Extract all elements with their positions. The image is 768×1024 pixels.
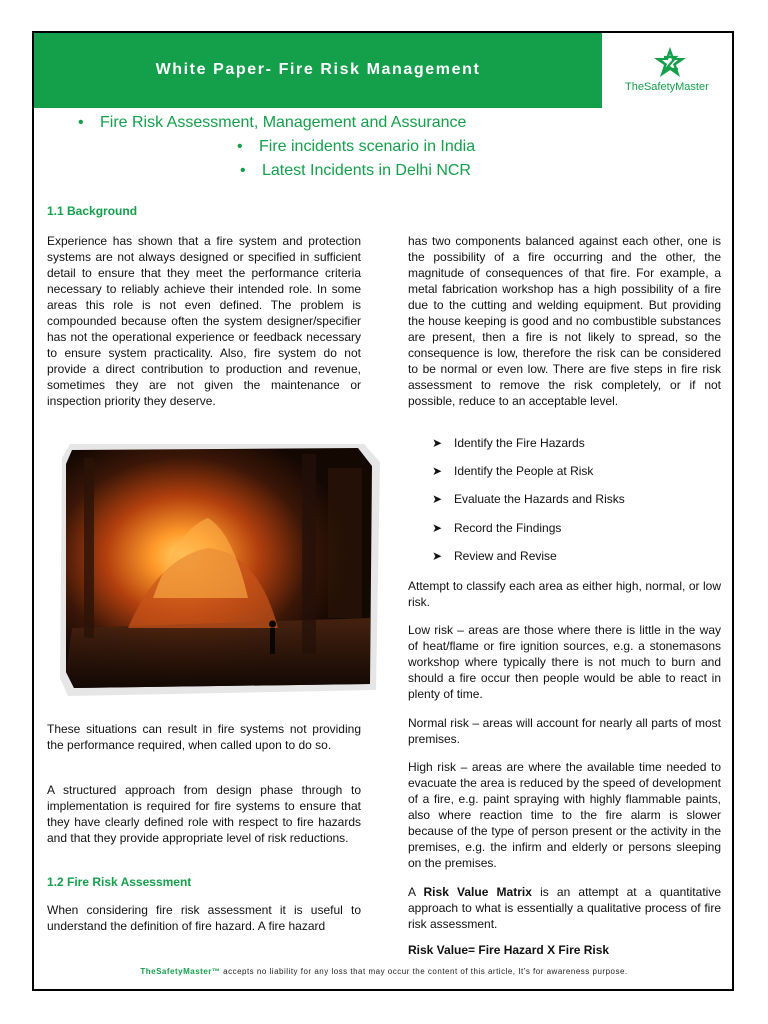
arrow-bullet-icon: ➤ bbox=[432, 492, 443, 506]
classify-paragraph: Attempt to classify each area as either high, normal, or low risk. bbox=[408, 579, 721, 609]
assessment-paragraph: When considering fire risk assessment it is useful to understand the definition of fire hazard. A fire hazard bbox=[47, 903, 361, 933]
background-paragraph-1: Experience has shown that a fire system and protection systems are not always designed or specified in sufficient detail to ensure that they meet the performance criteria necessary to reliably achieve their intended role. In some areas this role is not even defined. The problem is compounded because often the system designer/specifier has not the operational experience or feedback necessary to ensure system practicality. Also, fire system do not provide a direct contribution to production and revenue, sometimes they are not given the maintenance or inspection priority they deserve. bbox=[47, 234, 361, 408]
background-paragraph-3: A structured approach from design phase through to implementation is required for fire systems to ensure that they have clearly defined role with respect to fire hazards and that they provide appropriate level of risk reductions. bbox=[47, 783, 361, 845]
page-title: White Paper- Fire Risk Management bbox=[155, 61, 481, 78]
logo-text: TheSafetyMaster bbox=[625, 81, 709, 93]
furnace-fire-photo bbox=[58, 438, 382, 700]
risk-formula: Risk Value= Fire Hazard X Fire Risk bbox=[408, 943, 610, 957]
risk-matrix-paragraph: A Risk Value Matrix is an attempt at a quantitative approach to what is essentially a qualitative process of fire risk assessment. bbox=[408, 885, 721, 931]
arrow-bullet-icon: ➤ bbox=[432, 549, 443, 563]
background-paragraph-2: These situations can result in fire systems not providing the performance required, when called upon to do so. bbox=[47, 722, 361, 752]
low-risk-paragraph: Low risk – areas are those where there is little in the way of heat/flame or fire ignition sources, e.g. a stonemasons workshop where typically there is not much to burn and should a fire occur then people would be able to react in plenty of time. bbox=[408, 623, 721, 701]
bullet-item: • Latest Incidents in Delhi NCR bbox=[240, 162, 471, 179]
header-band bbox=[34, 33, 602, 108]
section-heading-background: 1.1 Background bbox=[47, 204, 138, 218]
arrow-bullet-icon: ➤ bbox=[432, 436, 443, 450]
hazard-paragraph: has two components balanced against each other, one is the possibility of a fire occurring and the other, the magnitude of consequences of that fire. For example, a metal fabrication workshop has a high possibility of a fire due to the cutting and welding equipment. But providing the house keeping is good and no combustible substances are present, then a fire is not likely to spread, so the consequence is low, therefore the risk can be considered to be normal or even low. There are five steps in fire risk assessment to remove the risk completely, or if not possible, reduce to an acceptable level. bbox=[408, 234, 721, 408]
footer-brand: TheSafetyMaster™ bbox=[140, 967, 221, 976]
section-heading-assessment: 1.2 Fire Risk Assessment bbox=[47, 875, 192, 889]
normal-risk-paragraph: Normal risk – areas will account for nearly all parts of most premises. bbox=[408, 716, 721, 746]
bullet-item: • Fire incidents scenario in India bbox=[237, 138, 476, 155]
arrow-bullet-icon: ➤ bbox=[432, 521, 443, 535]
bullet-item: • Fire Risk Assessment, Management and Assurance bbox=[78, 114, 467, 131]
star-icon bbox=[652, 45, 688, 81]
footer-disclaimer: TheSafetyMaster™ accepts no liability for any loss that may occur the content of this article, It’s for awareness purpose. bbox=[140, 967, 628, 976]
arrow-bullet-icon: ➤ bbox=[432, 464, 443, 478]
company-logo bbox=[612, 45, 732, 105]
risk-value-matrix-term: Risk Value Matrix bbox=[423, 885, 532, 899]
high-risk-paragraph: High risk – areas are where the available time needed to evacuate the area is reduced by the speed of development of a fire, e.g. paint spraying with highly flammable paints, also where reaction time to the fire alarm is slower because of the type of person present or the activity in the premises, e.g. the infirm and elderly or persons sleeping on the premises. bbox=[408, 760, 721, 870]
